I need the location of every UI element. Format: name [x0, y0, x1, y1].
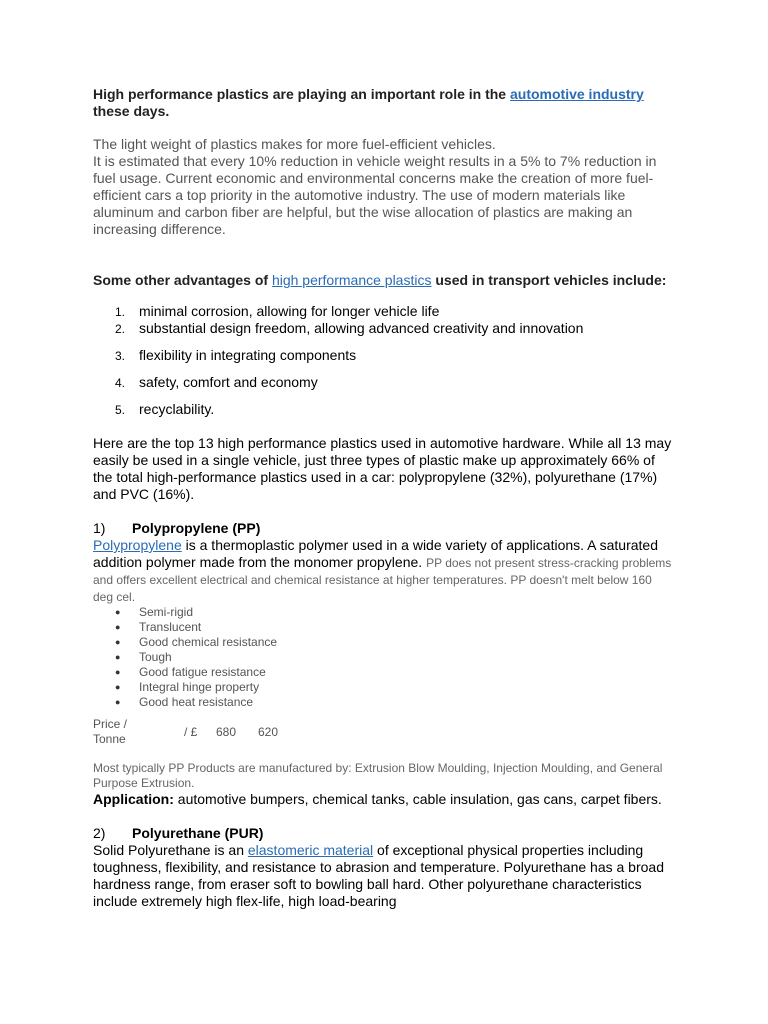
pp-description-main: is a thermoplastic polymer used in a wide variety of applications. A saturated addition polymer made from the monomer propylene. — [93, 537, 658, 570]
price-value-1: 680 — [216, 725, 237, 739]
pp-description-small: PP does not present stress-cracking problems and offers excellent electrical and chemical resistance at higher temperatures. PP doesn't melt below 160 deg cel. — [93, 556, 672, 604]
price-currency: / £ — [184, 725, 198, 739]
list-item — [93, 650, 673, 665]
list-item — [93, 347, 673, 364]
price-value-2: 620 — [258, 725, 279, 739]
top13-paragraph: Here are the top 13 high performance plastics used in automotive hardware. While all 13 may easily be used in a single vehicle, just three types of plastic make up approximately 66% of the total high-performance plastics used in a car: polypropylene (32%), polyurethane (17%) and PVC (16%). — [93, 435, 672, 502]
pur-section-title — [93, 825, 673, 842]
intro-heading-tail: these days. — [93, 103, 170, 119]
list-item — [93, 320, 673, 337]
pp-application — [93, 791, 673, 808]
list-item-text: recyclability. — [139, 401, 215, 417]
bullet-icon: ● — [115, 667, 121, 677]
pur-description — [93, 842, 673, 910]
list-item — [93, 303, 673, 320]
intro-heading — [93, 86, 673, 120]
list-item-text: Good chemical resistance — [139, 635, 278, 649]
pur-description-pre: Solid Polyurethane is an — [93, 842, 248, 858]
list-item-number: 2. — [115, 322, 126, 336]
advantages-heading-tail: used in transport vehicles include: — [431, 272, 667, 288]
bullet-icon: ● — [115, 682, 121, 692]
list-item-text: Good heat resistance — [139, 695, 254, 709]
bullet-icon: ● — [115, 652, 121, 662]
advantages-heading-text: Some other advantages of — [93, 272, 272, 288]
pp-section-title — [93, 520, 673, 537]
intro-paragraph: It is estimated that every 10% reduction in vehicle weight results in a 5% to 7% reduction in fuel usage. Current economic and environmental concerns make the creation of more fuel-efficient cars a top priority in the automotive industry. The use of modern materials like aluminum and carbon fiber are helpful, but the wise allocation of plastics are making an increasing difference. — [93, 153, 657, 237]
list-item-text: Tough — [139, 650, 172, 664]
pp-section-index: 1) — [93, 520, 106, 536]
pp-properties-list — [93, 605, 673, 710]
pp-section-name: Polypropylene (PP) — [132, 520, 261, 536]
application-text: automotive bumpers, chemical tanks, cable insulation, gas cans, carpet fibers. — [173, 791, 662, 807]
high-performance-plastics-link[interactable]: high performance plastics — [271, 272, 432, 288]
price-label: Price / Tonne — [93, 717, 128, 746]
list-item — [93, 374, 673, 391]
advantages-list — [93, 303, 673, 418]
list-item-text: safety, comfort and economy — [139, 374, 318, 390]
list-item-text: minimal corrosion, allowing for longer vehicle life — [139, 303, 440, 319]
list-item-number: 5. — [115, 403, 126, 417]
automotive-industry-link[interactable]: automotive industry — [509, 86, 644, 102]
list-item-number: 3. — [115, 349, 126, 363]
bullet-icon: ● — [115, 622, 121, 632]
price-table — [93, 717, 673, 753]
list-item — [93, 635, 673, 650]
pur-section-index: 2) — [93, 825, 106, 841]
intro-line: The light weight of plastics makes for more fuel-efficient vehicles. — [93, 136, 496, 152]
list-item-text: substantial design freedom, allowing advanced creativity and innovation — [139, 320, 584, 336]
list-item-text: Translucent — [139, 620, 202, 634]
list-item-text: Semi-rigid — [139, 605, 194, 619]
list-item-text: Good fatigue resistance — [139, 665, 266, 679]
advantages-heading — [93, 272, 673, 289]
list-item — [93, 605, 673, 620]
bullet-icon: ● — [115, 697, 121, 707]
list-item — [93, 620, 673, 635]
pur-description-post: of exceptional physical properties including toughness, flexibility, and resistance to abrasion and temperature. Polyurethane has a broad hardness range, from eraser soft to bowling ball hard. Other polyurethane characteristics include extremely high flex-life, high load-bearing — [93, 842, 664, 909]
list-item-text: Integral hinge property — [139, 680, 260, 694]
polypropylene-link[interactable]: Polypropylene — [93, 537, 182, 553]
application-label: Application: — [93, 791, 174, 807]
pp-description — [93, 537, 673, 605]
pur-section-name: Polyurethane (PUR) — [132, 825, 264, 841]
bullet-icon: ● — [115, 607, 121, 617]
elastomeric-material-link[interactable]: elastomeric material — [247, 842, 374, 858]
list-item-number: 4. — [115, 376, 126, 390]
list-item — [93, 665, 673, 680]
intro-heading-text: High performance plastics are playing an important role in the — [93, 86, 510, 102]
list-item-text: flexibility in integrating components — [139, 347, 357, 363]
bullet-icon: ● — [115, 637, 121, 647]
list-item — [93, 695, 673, 710]
list-item-number: 1. — [115, 305, 126, 319]
list-item — [93, 401, 673, 418]
document-page — [93, 86, 673, 910]
pp-manufacture: Most typically PP Products are manufactured by: Extrusion Blow Moulding, Injection Moulding, and General Purpose Extrusion. — [93, 761, 663, 790]
list-item — [93, 680, 673, 695]
